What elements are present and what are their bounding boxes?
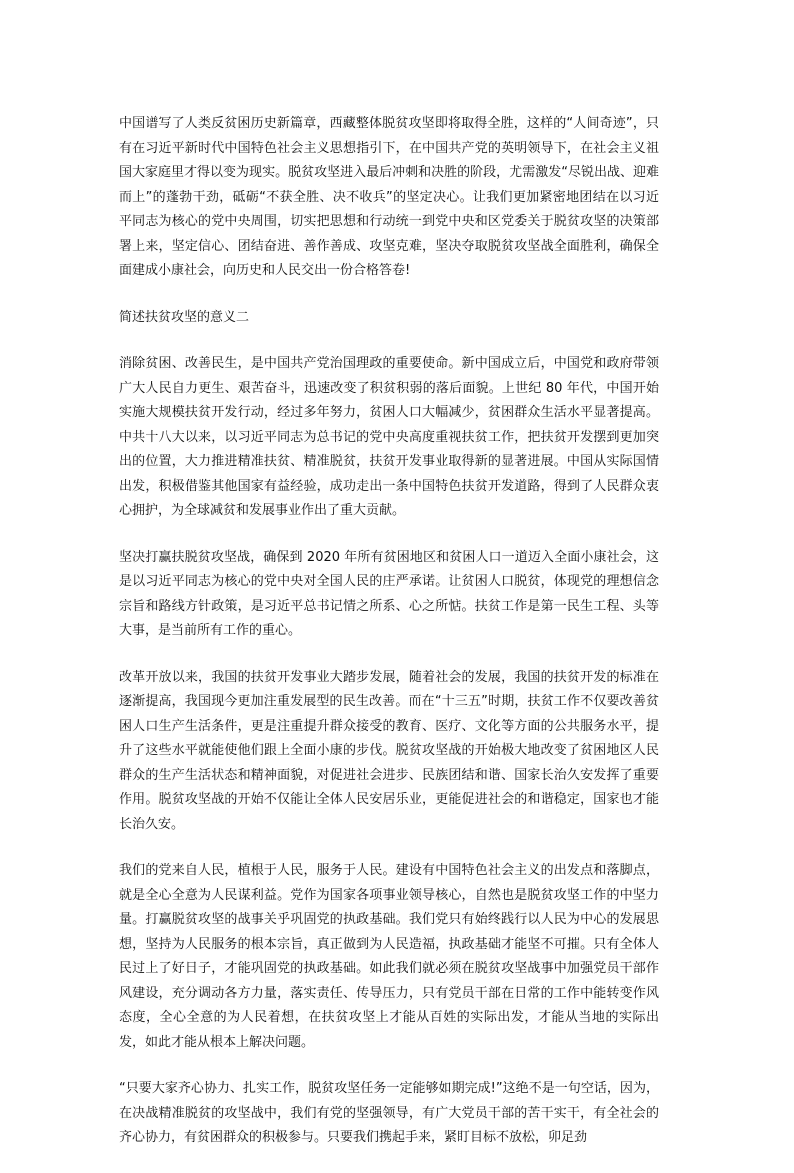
paragraph-significance-4: 我们的党来自人民，植根于人民，服务于人民。建设有中国特色社会主义的出发点和落脚点，就是全心全意为人民谋利益。党作为国家各项事业领导核心，自然也是脱贫攻坚工作的中坚力量。打赢脱贫攻坚的战事关乎巩固党的执政基础。我们党只有始终践行以人民为中心的发展思想，坚持为人民服务的根本宗旨，真正做到为人民造福，执政基础才能坚不可摧。只有全体人民过上了好日子，才能巩固党的执政基础。如此我们就必须在脱贫攻坚战事中加强党员干部作风建设，充分调动各方力量，落实责任、传导压力，只有党员干部在日常的工作中能转变作风态度，全心全意的为人民着想，在扶贫攻坚上才能从百姓的实际出发，才能从当地的实际出发，如此才能从根本上解决问题。: [119, 863, 659, 1050]
paragraph-significance-5: “只要大家齐心协力、扎实工作，脱贫攻坚任务一定能够如期完成!”这绝不是一句空话，因为，在决战精准脱贫的攻坚战中，我们有党的坚强领导，有广大党员干部的苦干实干，有全社会的齐心协力，有贫困群众的积极参与。只要我们携起手来，紧盯目标不放松，卯足劲: [119, 1081, 659, 1145]
paragraph-significance-3: 改革开放以来，我国的扶贫开发事业大踏步发展，随着社会的发展，我国的扶贫开发的标准在逐渐提高，我国现今更加注重发展型的民生改善。而在“十三五”时期，扶贫工作不仅要改善贫困人口生产生活条件，更是注重提升群众接受的教育、医疗、文化等方面的公共服务水平，提升了这些水平就能使他们跟上全面小康的步伐。脱贫攻坚战的开始极大地改变了贫困地区人民群众的生产生活状态和精神面貌，对促进社会进步、民族团结和谐、国家长治久安发挥了重要作用。脱贫攻坚战的开始不仅能让全体人民安居乐业，更能促进社会的和谐稳定，国家也才能长治久安。: [119, 669, 659, 832]
document-page: [119, 112, 659, 1173]
paragraph-intro: 中国谱写了人类反贫困历史新篇章，西藏整体脱贫攻坚即将取得全胜，这样的“人间奇迹”，只有在习近平新时代中国特色社会主义思想指引下，在中国共产党的英明领导下，在社会主义祖国大家庭里才得以变为现实。脱贫攻坚进入最后冲刺和决胜的阶段，尤需激发“尽锐出战、迎难而上”的蓬勃干劲，砥砺“不获全胜、决不收兵”的坚定决心。让我们更加紧密地团结在以习近平同志为核心的党中央周围，切实把思想和行动统一到党中央和区党委关于脱贫攻坚的决策部署上来，坚定信心、团结奋进、善作善成、攻坚克难，坚决夺取脱贫攻坚战全面胜利，确保全面建成小康社会，向历史和人民交出一份合格答卷!: [119, 116, 659, 278]
paragraph-significance-2: 坚决打赢扶脱贫攻坚战，确保到 2020 年所有贫困地区和贫困人口一道迈入全面小康社会，这是以习近平同志为核心的党中央对全国人民的庄严承诺。让贫困人口脱贫，体现党的理想信念宗旨和路线方针政策，是习近平总书记情之所系、心之所惦。扶贫工作是第一民生工程、头等大事，是当前所有工作的重心。: [119, 549, 659, 638]
section-heading: 简述扶贫攻坚的意义二: [119, 309, 250, 325]
paragraph-significance-1: 消除贫困、改善民生，是中国共产党治国理政的重要使命。新中国成立后，中国党和政府带领广大人民自力更生、艰苦奋斗，迅速改变了积贫积弱的落后面貌。上世纪 80 年代，中国开始实施大规模扶贫开发行动，经过多年努力，贫困人口大幅减少，贫困群众生活水平显著提高。中共十八大以来，以习近平同志为总书记的党中央高度重视扶贫工作，把扶贫开发摆到更加突出的位置，大力推进精准扶贫、精准脱贫，扶贫开发事业取得新的显著进展。中国从实际国情出发，积极借鉴其他国家有益经验，成功走出一条中国特色扶贫开发道路，得到了人民群众衷心拥护，为全球减贫和发展事业作出了重大贡献。: [119, 356, 659, 518]
